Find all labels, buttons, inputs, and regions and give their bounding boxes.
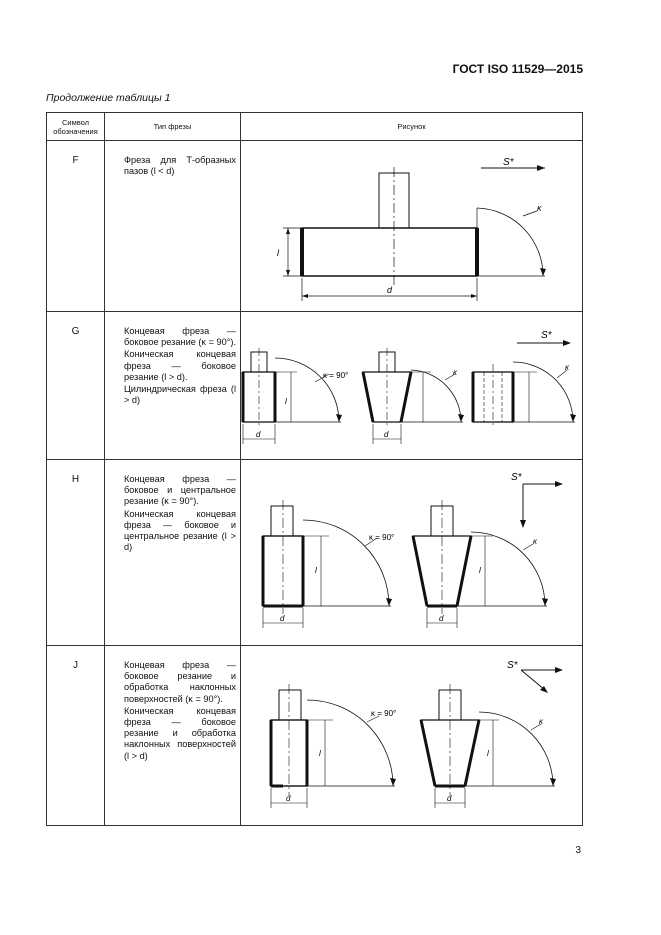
feed-label: S* <box>503 157 514 168</box>
table-row <box>47 141 583 312</box>
feed-label: S* <box>507 660 518 671</box>
column-header-type: Тип фрезы <box>105 113 241 141</box>
angle-label: κ <box>539 717 543 726</box>
table-row <box>47 312 583 460</box>
row-symbol: H <box>47 460 105 646</box>
table-row <box>47 646 583 826</box>
row-symbol: G <box>47 312 105 460</box>
description-line: Коническая концевая фреза — боковое резание (l > d). <box>124 349 236 382</box>
row-figure <box>241 141 583 312</box>
diameter-label: d <box>387 285 393 295</box>
feed-label: S* <box>511 472 522 483</box>
page-number: 3 <box>575 845 581 856</box>
table-continuation-caption: Продолжение таблицы 1 <box>46 92 171 104</box>
length-label-2: l <box>487 749 489 758</box>
standard-number: ГОСТ ISO 11529—2015 <box>452 62 583 76</box>
diameter-label-2: d <box>439 614 444 623</box>
table-row <box>47 460 583 646</box>
description-line: Коническая концевая фреза — боковое резание и обработка наклонных поверхностей (l > d) <box>124 705 236 761</box>
row-description <box>105 312 241 460</box>
row-figure <box>241 646 583 826</box>
description-line: Цилиндрическая фреза (l > d) <box>124 384 236 406</box>
diameter-label: d <box>256 430 261 439</box>
row-description <box>105 460 241 646</box>
length-label-2: l <box>479 566 481 575</box>
description-line: Коническая концевая фреза — боковое и центральное резание (l > d) <box>124 508 236 553</box>
angle-label: κ <box>453 368 457 377</box>
milling-cutter-table <box>46 112 583 826</box>
diameter-label-2: d <box>384 430 389 439</box>
angle-label: κ <box>533 537 537 546</box>
diameter-label-2: d <box>447 794 452 803</box>
length-label: l <box>277 248 279 258</box>
description-line: Концевая фреза — боковое резание (κ = 90°). <box>124 326 236 348</box>
row-figure <box>241 312 583 460</box>
row-description <box>105 646 241 826</box>
t-slot-cutter-drawing <box>241 141 583 311</box>
row-symbol: J <box>47 646 105 826</box>
column-header-figure: Рисунок <box>241 113 583 141</box>
row-description <box>105 141 241 312</box>
angle-90-label: κ = 90° <box>323 371 349 380</box>
end-mill-side-cut-drawing <box>241 312 583 459</box>
length-label: l <box>315 566 317 575</box>
description-line: Концевая фреза — боковое и центральное резание (κ = 90°). <box>124 474 236 507</box>
angle-label: κ <box>537 203 542 213</box>
angle-90-label: κ = 90° <box>369 533 395 542</box>
angle-label-2: κ <box>565 363 569 372</box>
diameter-label: d <box>286 794 291 803</box>
row-symbol: F <box>47 141 105 312</box>
angle-90-label: κ = 90° <box>371 709 397 718</box>
feed-label: S* <box>541 330 552 341</box>
length-label: l <box>319 749 321 758</box>
end-mill-center-cut-drawing <box>241 460 583 645</box>
row-figure <box>241 460 583 646</box>
length-label: l <box>285 397 287 406</box>
description-line: Концевая фреза — боковое резание и обработка наклонных поверхностей (κ = 90°). <box>124 660 236 704</box>
description-line: Фреза для Т-образных пазов (l < d) <box>124 155 236 177</box>
diameter-label: d <box>280 614 285 623</box>
column-header-symbol: Символ обозначения <box>47 113 105 141</box>
table-header-row <box>47 113 583 141</box>
end-mill-incline-drawing <box>241 646 583 825</box>
